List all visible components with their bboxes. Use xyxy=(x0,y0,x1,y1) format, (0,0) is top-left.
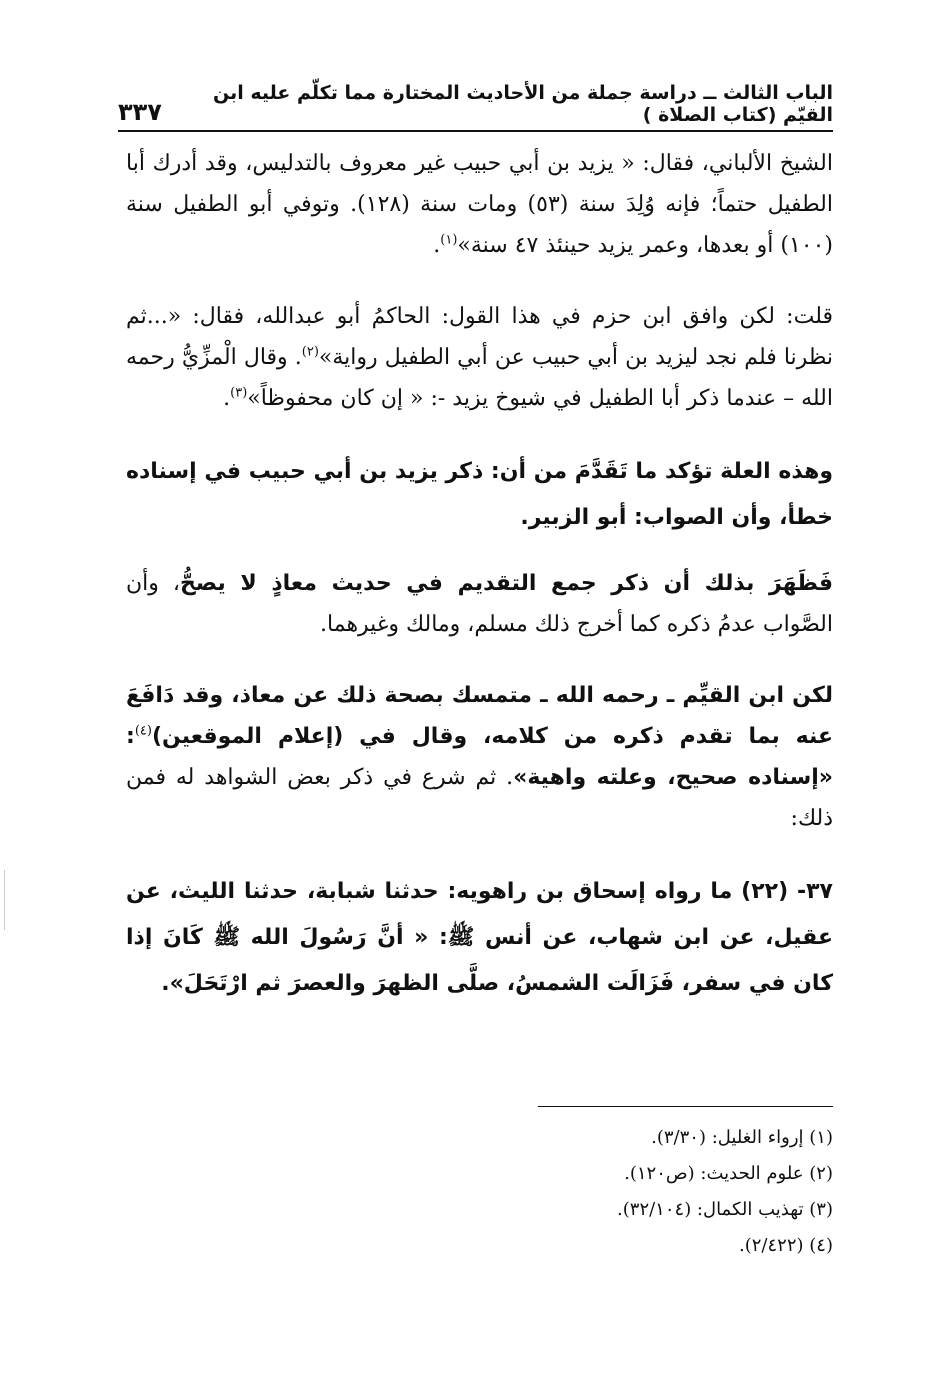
footnote-3: (٣) تهذيب الكمال: (٣٢/١٠٤). xyxy=(617,1199,833,1220)
header-title: الباب الثالث ــ دراسة جملة من الأحاديث المختارة مما تكلّم عليه ابن القيّم (كتاب الصلاة ) xyxy=(213,82,833,126)
paragraph-illa-conclusion: وهذه العلة تؤكد ما تَقَدَّمَ من أن: ذكر يزيد بن أبي حبيب في إسناده خطأ، وأن الصواب: أبو الزبير. xyxy=(126,459,833,530)
paragraph-ibn-qayyim: لكن ابن القيِّم ـ رحمه الله ـ متمسك بصحة ذلك عن معاذ، وقد دَافَعَ عنه بما تقدم ذكره من كلامه، وقال في (إعلام الموقعين)$^{(٤)}$: «إسناده صحيح، وعلته واهية». ثم شرع في ذكر بعض الشواهد له فمن ذلك: xyxy=(126,683,834,831)
paragraph-jam-taqdim: فَظَهَرَ بذلك أن ذكر جمع التقديم في حديث معاذٍ لا يصحُّ، وأن الصَّواب عدمُ ذكره كما أخرج ذلك مسلم، ومالك وغيرهما. xyxy=(126,571,833,637)
footnote-ref-3: (٣) xyxy=(230,385,248,401)
main-text xyxy=(126,143,833,1029)
footnotes xyxy=(413,1120,833,1264)
footnote-rule xyxy=(538,1106,833,1107)
footnote-ref-4: (٤) xyxy=(134,723,152,739)
running-header xyxy=(118,82,833,126)
header-rule xyxy=(118,130,833,132)
scan-edge-mark xyxy=(4,870,5,930)
footnote-1: (١) إرواء الغليل: (٣/٣٠). xyxy=(651,1127,833,1148)
paragraph-hadith-37: ٣٧- (٢٢) ما رواه إسحاق بن راهويه: حدثنا شبابة، حدثنا الليث، عن عقيل، عن ابن شهاب، عن أنس ﷺ: « أنَّ رَسُولَ الله ﷺ كَانَ إذا كان في سفر، فَزَالَت الشمسُ، صلَّى الظهرَ والعصرَ ثم ارْتَحَلَ». xyxy=(126,879,833,996)
paragraph-hakim-mizzi: قلت: لكن وافق ابن حزم في هذا القول: الحاكمُ أبو عبدالله، فقال: «...ثم نظرنا فلم نجد ليزيد بن أبي حبيب عن أبي الطفيل رواية»$^{(٢)}$. وقال الْمزِّيُّ رحمه الله – عندما ذكر أبا الطفيل في شيوخ يزيد -: « إن كان محفوظاً»$^{(٣)}$. xyxy=(126,304,833,411)
page-number: ٣٣٧ xyxy=(118,98,162,126)
footnote-ref-1: (١) xyxy=(440,232,458,248)
footnote-4: (٤) (٢/٤٢٢). xyxy=(739,1235,833,1256)
footnote-ref-2: (٢) xyxy=(301,344,319,360)
footnote-2: (٢) علوم الحديث: (ص١٢٠). xyxy=(624,1163,833,1184)
paragraph-albani-quote: الشيخ الألباني، فقال: « يزيد بن أبي حبيب غير معروف بالتدليس، وقد أدرك أبا الطفيل حتماً؛ فإنه وُلِدَ سنة (٥٣) ومات سنة (١٢٨). وتوفي أبو الطفيل سنة (١٠٠) أو بعدها، وعمر يزيد حينئذ ٤٧ سنة»$^{(١)}$. xyxy=(126,151,833,258)
